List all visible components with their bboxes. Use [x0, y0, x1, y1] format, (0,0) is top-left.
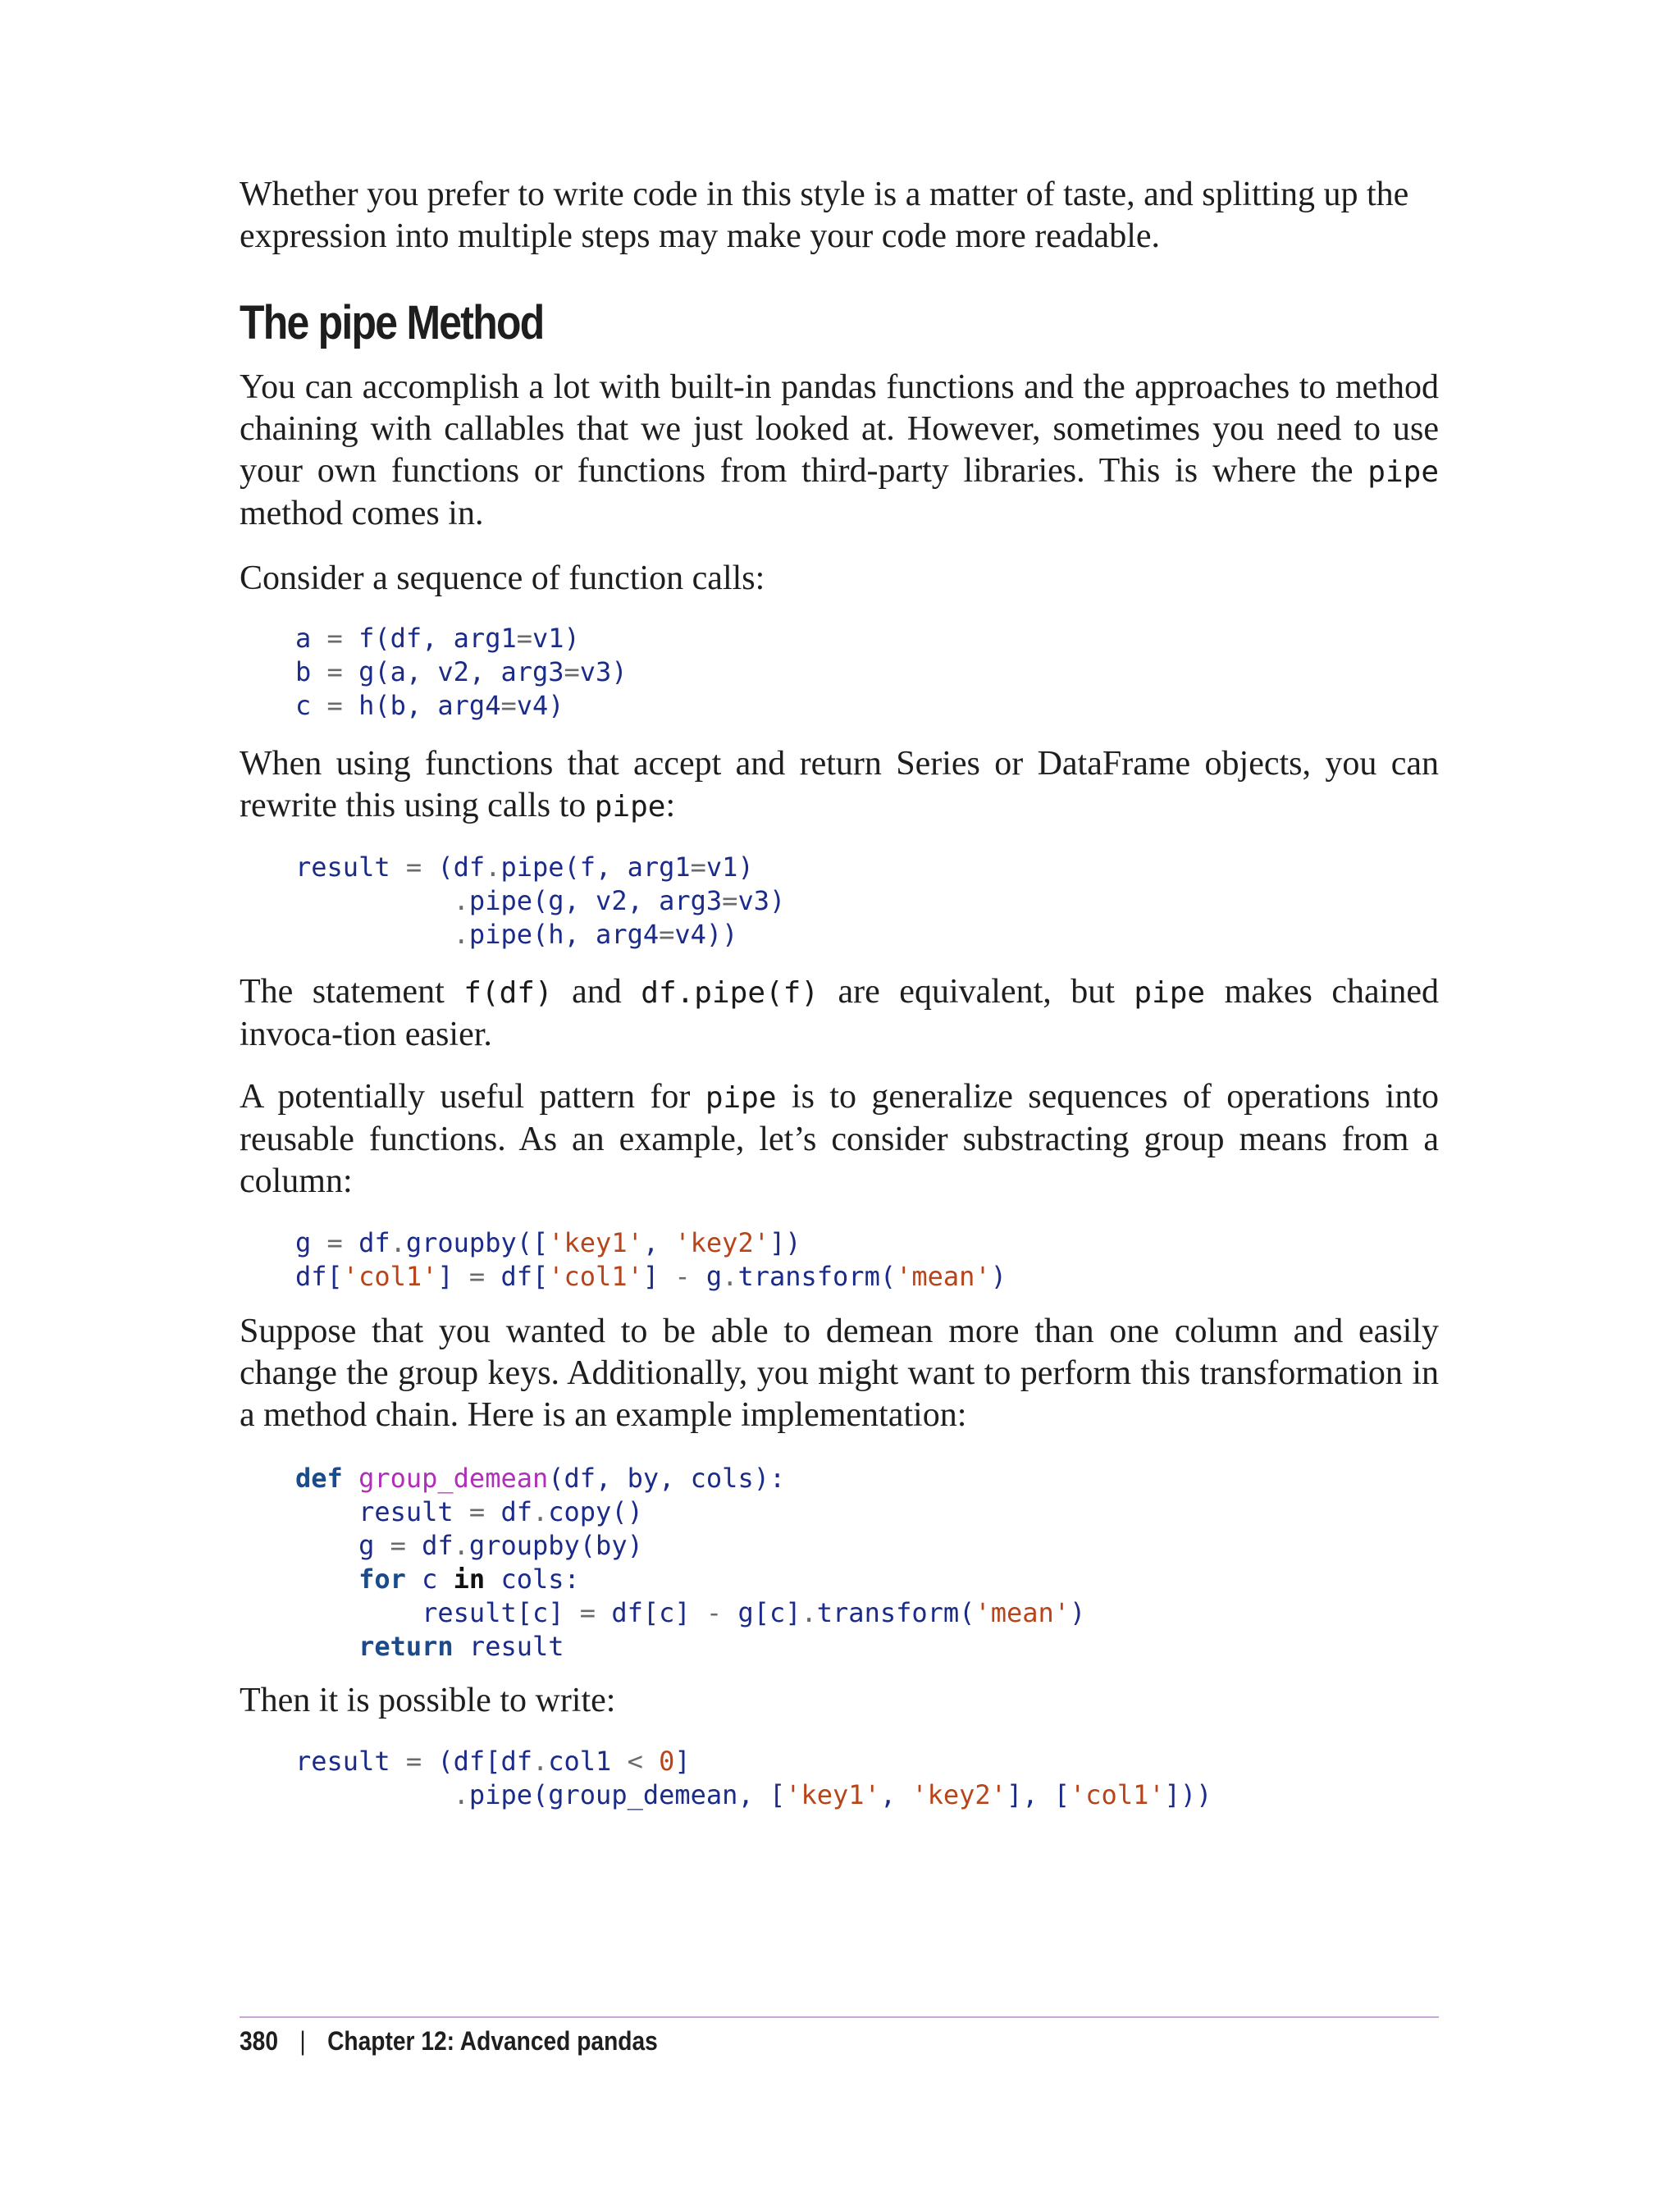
paragraph-pattern: A potentially useful pattern for pipe is to generalize sequences of operations into reusable functions. As an example, let’s consider substracting group means from a column:	[240, 1078, 1439, 1200]
code-block-pipe-chain: result = (df.pipe(f, arg1=v1) .pipe(g, v2, arg3=v3) .pipe(h, arg4=v4))	[295, 851, 786, 950]
code-block-group-demean: def group_demean(df, by, cols): result = df.copy() g = df.groupby(by) for c in cols: result[c] = df[c] - g[c].transform('mean') return result	[295, 1463, 1086, 1662]
inline-code-pipe: pipe	[705, 1081, 777, 1115]
inline-code-f-df: f(df)	[463, 976, 553, 1010]
page-footer	[240, 2026, 658, 2057]
chapter-title: Chapter 12: Advanced pandas	[327, 2026, 658, 2056]
intro-line-1: Whether you prefer to write code in this style is a matter of taste, and splitting up the	[240, 176, 1409, 213]
inline-code-pipe: pipe	[594, 790, 666, 824]
paragraph-rewrite: When using functions that accept and return Series or DataFrame objects, you can rewrite this using calls to pipe:	[240, 745, 1439, 824]
section-title: The pipe Method	[240, 296, 544, 349]
paragraph-sequence: Consider a sequence of function calls:	[240, 559, 765, 597]
code-block-pipe-demean: result = (df[df.col1 < 0] .pipe(group_demean, ['key1', 'key2'], ['col1']))	[295, 1746, 1212, 1810]
inline-code-pipe: pipe	[1134, 976, 1206, 1010]
page-number: 380	[240, 2026, 278, 2056]
footer-separator: |	[299, 2026, 306, 2056]
code-block-function-calls: a = f(df, arg1=v1) b = g(a, v2, arg3=v3) c = h(b, arg4=v4)	[295, 623, 628, 721]
footer-rule	[240, 2016, 1439, 2018]
inline-code-df-pipe-f: df.pipe(f)	[641, 976, 819, 1010]
inline-code-pipe: pipe	[1367, 455, 1439, 489]
paragraph-demean: Suppose that you wanted to be able to demean more than one column and easily change the group keys. Additionally, you might want to perform this transformation in a method chain. Here is an example implementation:	[240, 1312, 1439, 1434]
paragraph-equivalence: The statement f(df) and df.pipe(f) are equivalent, but pipe makes chained invoca-tion easier.	[240, 973, 1439, 1053]
intro-paragraph	[240, 174, 1439, 258]
intro-line-2: expression into multiple steps may make your code more readable.	[240, 217, 1161, 255]
paragraph-pipe-intro: You can accomplish a lot with built-in pandas functions and the approaches to method chaining with callables that we just looked at. However, sometimes you need to use your own functions or functions from third-party libraries. This is where the pipe method comes in.	[240, 368, 1439, 532]
paragraph-then: Then it is possible to write:	[240, 1682, 616, 1719]
code-block-groupby: g = df.groupby(['key1', 'key2']) df['col1'] = df['col1'] - g.transform('mean')	[295, 1227, 1007, 1292]
